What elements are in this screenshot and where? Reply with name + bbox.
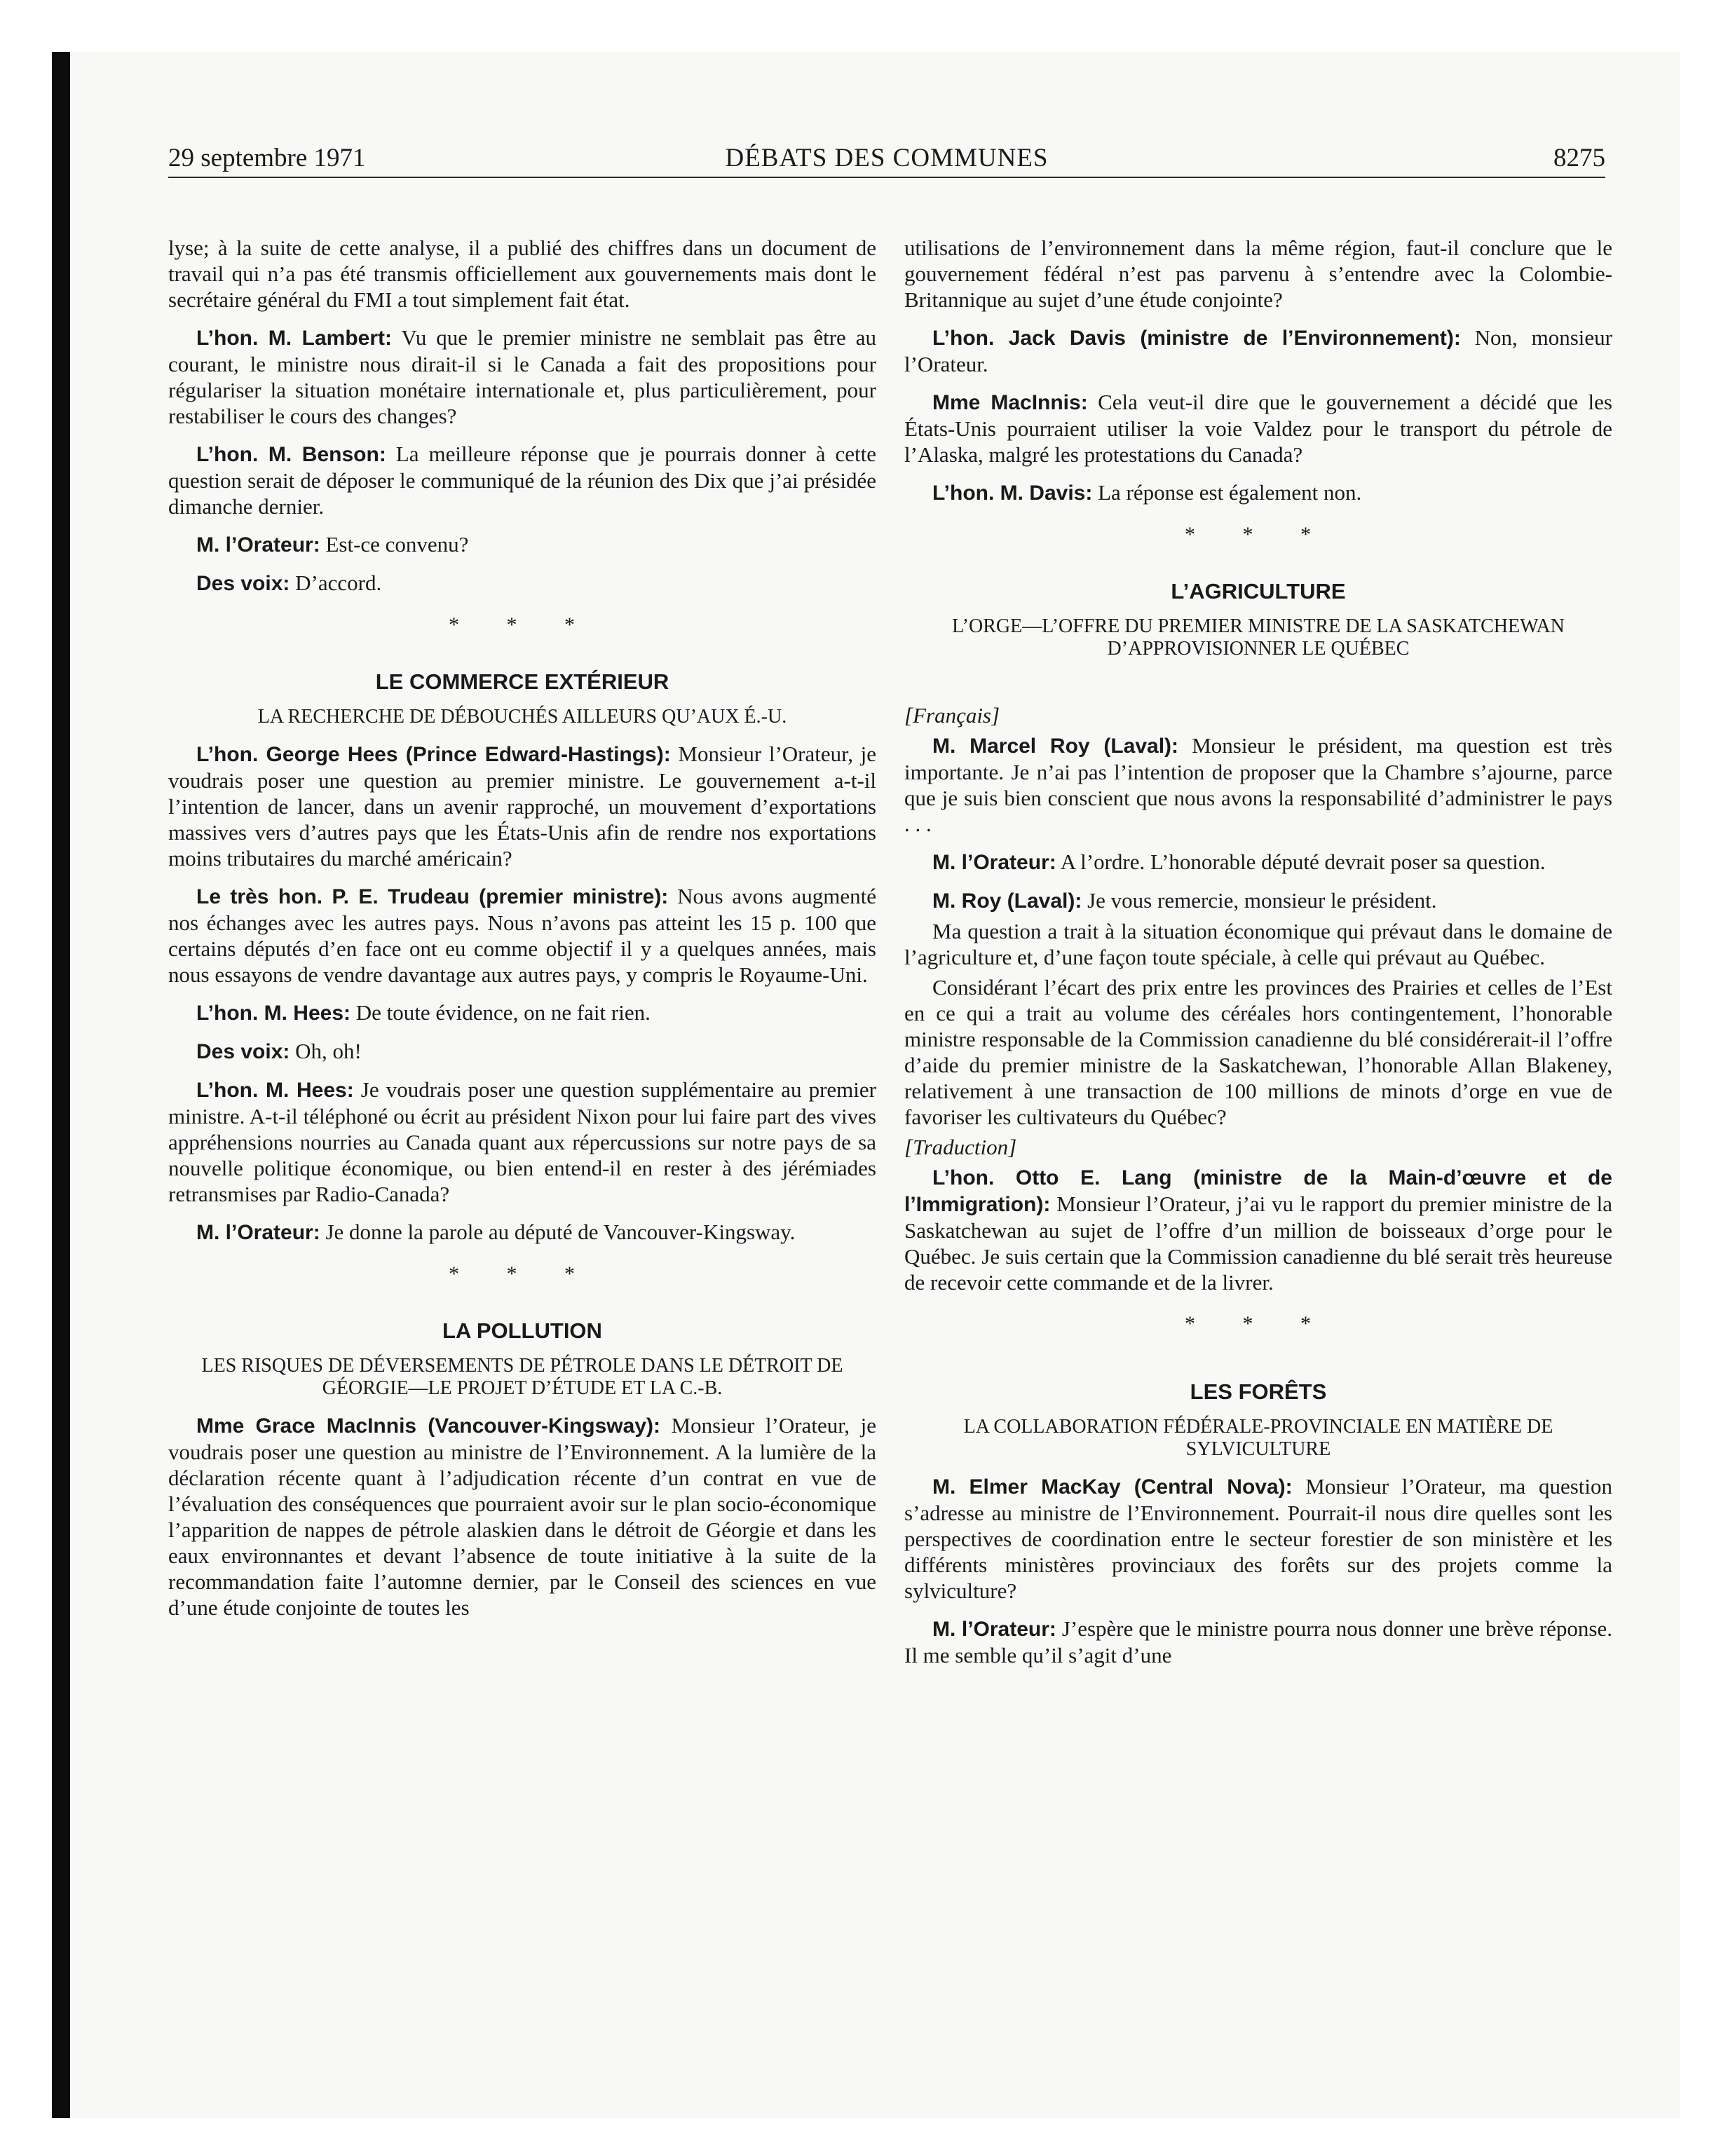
speaker-name: L’hon. George Hees (Prince Edward-Hastings): xyxy=(196,743,671,766)
section-subtitle: LA RECHERCHE DE DÉBOUCHÉS AILLEURS QU’AUX É.-U. xyxy=(257,706,787,728)
speaker-name: Mme Grace MacInnis (Vancouver-Kingsway): xyxy=(196,1414,660,1438)
speech xyxy=(168,1412,876,1621)
section-separator: * * * xyxy=(449,613,596,636)
header-title: DÉBATS DES COMMUNES xyxy=(725,144,1049,172)
speech-text: D’accord. xyxy=(290,571,382,595)
speech-text: Je voudrais poser une question supplémentaire au premier ministre. A-t-il téléphoné ou écrit au président Nixon pour lui faire part des vives appréhensions nourries au Canada quant aux répercussions sur notre pays de sa nouvelle politique économique, ou bien entend-il en rester à des jérémiades retransmises par Radio-Canada? xyxy=(168,1077,876,1206)
speech-text: La meilleure réponse que je pourrais donner à cette question serait de déposer le communiqué de la réunion des Dix que j’ai présidée dimanche dernier. xyxy=(168,442,876,519)
speech xyxy=(904,1616,1612,1668)
speech-text: Oh, oh! xyxy=(290,1039,362,1063)
section-subtitle: LES RISQUES DE DÉVERSEMENTS DE PÉTROLE DANS LE DÉTROIT DE GÉORGIE—LE PROJET D’ÉTUDE ET LA C.-B. xyxy=(201,1355,843,1399)
speech-text: Monsieur l’Orateur, j’ai vu le rapport du premier ministre de la Saskatchewan au sujet de l’offre d’un million de boisseaux d’orge pour le Québec. Je suis certain que la Commission canadienne du blé serait très heureuse de recevoir cette commande et de la livrer. xyxy=(904,1192,1612,1295)
speech-text: Nous avons augmenté nos échanges avec les autres pays. Nous n’avons pas atteint les 15 p. 100 que certains députés d’en face ont eu comme objectif il y a quelques années, mais nous essayons de vendre davantage aux autres pays, y compris le Royaume-Uni. xyxy=(168,884,876,987)
speaker-name: L’hon. M. Benson: xyxy=(196,443,386,466)
speaker-name: M. Marcel Roy (Laval): xyxy=(932,735,1179,758)
speech-text: Cela veut-il dire que le gouvernement a décidé que les États-Unis pourraient utiliser la voie Valdez pour le transport du pétrole de l’Alaska, malgré les protestations du Canada? xyxy=(904,390,1612,467)
speaker-name: M. l’Orateur: xyxy=(932,851,1056,874)
paragraph: lyse; à la suite de cette analyse, il a publié des chiffres dans un document de travail qui n’a pas été transmis officiellement aux gouvernements mais dont le secrétaire général du FMI a tout simplement fait état. xyxy=(168,236,876,312)
speech xyxy=(904,1473,1612,1604)
speech-text: Vu que le premier ministre ne semblait pas être au courant, le ministre nous dirait-il si le Canada a fait des propositions pour régulariser la situation monétaire internationale et, plus particulièrement, pour restabiliser le cours des changes? xyxy=(168,325,876,428)
speaker-name: Le très hon. P. E. Trudeau (premier ministre): xyxy=(196,885,669,908)
paragraph: Considérant l’écart des prix entre les provinces des Prairies et celles de l’Est en ce qui a trait au volume des céréales hors contingentement, l’honorable ministre responsable de la Commission canadienne du blé considérerait-il l’offre d’aide du premier ministre de la Saskatchewan, l’honorable Allan Blakeney, relativement à une transaction de 100 millions de minots d’orge en vue de favoriser les cultivateurs du Québec? xyxy=(904,975,1612,1129)
speech-text: Monsieur l’Orateur, je voudrais poser une question au premier ministre. Le gouvernement a-t-il l’intention de lancer, dans un avenir rapproché, un mouvement d’exportations massives vers d’autres pays que les États-Unis afin de rendre nos exportations moins tributaires du marché américain? xyxy=(168,742,876,871)
section-subtitle: L’ORGE—L’OFFRE DU PREMIER MINISTRE DE LA SASKATCHEWAN D’APPROVISIONNER LE QUÉBEC xyxy=(952,615,1565,660)
speech xyxy=(904,849,1612,875)
section-title: LE COMMERCE EXTÉRIEUR xyxy=(375,669,669,694)
speech-text: Non, monsieur l’Orateur. xyxy=(904,325,1612,376)
speech xyxy=(904,887,1612,914)
section-separator: * * * xyxy=(1185,1312,1332,1335)
speaker-name: M. Roy (Laval): xyxy=(932,889,1082,913)
section-separator: * * * xyxy=(1185,523,1332,546)
speaker-name: Mme MacInnis: xyxy=(932,391,1088,414)
section-subtitle: LA COLLABORATION FÉDÉRALE-PROVINCIALE EN MATIÈRE DE SYLVICULTURE xyxy=(963,1416,1553,1460)
speech-text: Je vous remercie, monsieur le président. xyxy=(1082,888,1437,913)
speech xyxy=(168,1219,876,1246)
speaker-name: L’hon. Jack Davis (ministre de l’Environnement): xyxy=(932,327,1461,350)
speaker-name: L’hon. M. Hees: xyxy=(196,1002,351,1025)
speech-text: A l’ordre. L’honorable député devrait poser sa question. xyxy=(1056,850,1546,874)
speech xyxy=(904,325,1612,377)
speech xyxy=(168,531,876,558)
speech xyxy=(168,741,876,871)
speaker-name: L’hon. M. Hees: xyxy=(196,1079,354,1102)
speaker-name: Des voix: xyxy=(196,1040,290,1063)
speaker-name: M. l’Orateur: xyxy=(196,533,320,557)
header-date: 29 septembre 1971 xyxy=(168,144,366,172)
speaker-name: L’hon. M. Davis: xyxy=(932,482,1093,505)
left-column xyxy=(168,235,876,2071)
paragraph: Ma question a trait à la situation économique qui prévaut dans le domaine de l’agriculture et, d’une façon toute spéciale, à celle qui prévaut au Québec. xyxy=(904,919,1612,969)
section-title: LA POLLUTION xyxy=(442,1318,602,1343)
running-header xyxy=(168,140,1605,178)
speech xyxy=(168,1077,876,1207)
language-marker: [Traduction] xyxy=(904,1135,1017,1159)
speaker-name: L’hon. M. Lambert: xyxy=(196,327,392,350)
speaker-name: Des voix: xyxy=(196,572,290,595)
section-title: L’AGRICULTURE xyxy=(1171,579,1346,603)
speaker-name: L’hon. Otto E. Lang (ministre de la Main-d’œuvre et de l’Immigration): xyxy=(904,1166,1612,1216)
speech xyxy=(168,570,876,596)
speech xyxy=(168,1038,876,1065)
speech-text: Je donne la parole au député de Vancouver-Kingsway. xyxy=(320,1220,796,1244)
speaker-name: M. l’Orateur: xyxy=(196,1221,320,1244)
speech xyxy=(168,883,876,988)
speech-text: J’espère que le ministre pourra nous donner une brève réponse. Il me semble qu’il s’agit d’une xyxy=(904,1616,1612,1667)
speech-text: Monsieur le président, ma question est très importante. Je n’ai pas l’intention de proposer que la Chambre s’ajourne, parce que je suis bien conscient que nous avons la responsabilité d’administrer le pays . . . xyxy=(904,733,1612,836)
speech-text: Est-ce convenu? xyxy=(320,532,469,557)
speech-text: La réponse est également non. xyxy=(1092,480,1362,505)
speech-text: Monsieur l’Orateur, ma question s’adresse au ministre de l’Environnement. Pourrait-il nous dire quelles sont les perspectives de coordination entre le secteur forestier de son ministère et les différents ministères provinciaux des forêts sur des projets comme la sylviculture? xyxy=(904,1474,1612,1603)
speech xyxy=(904,1164,1612,1295)
speech xyxy=(168,441,876,519)
right-column xyxy=(904,235,1612,2071)
speaker-name: M. l’Orateur: xyxy=(932,1618,1056,1641)
speech-text: De toute évidence, on ne fait rien. xyxy=(351,1000,651,1025)
page-number: 8275 xyxy=(1553,144,1605,172)
speech xyxy=(168,999,876,1026)
paragraph: utilisations de l’environnement dans la même région, faut-il conclure que le gouvernement fédéral n’est pas parvenu à s’entendre avec la Colombie-Britannique au sujet d’une étude conjointe? xyxy=(904,236,1612,312)
speech xyxy=(168,325,876,429)
speech xyxy=(904,479,1612,506)
section-title: LES FORÊTS xyxy=(1190,1379,1327,1404)
speech xyxy=(904,389,1612,468)
language-marker: [Français] xyxy=(904,703,1000,728)
speech-text: Monsieur l’Orateur, je voudrais poser une question au ministre de l’Environnement. A la lumière de la déclaration récente quant à l’adjudication récente d’un contrat en vue de l’évaluation des conséquences que pourraient avoir sur le plan socio-économique l’apparition de nappes de pétrole alaskien dans le détroit de Géorgie et dans les eaux environnantes et devant l’absence de toute initiative à la suite de la recommandation faite l’automne dernier, par le Conseil des sciences en vue d’une étude conjointe de toutes les xyxy=(168,1413,876,1620)
speaker-name: M. Elmer MacKay (Central Nova): xyxy=(932,1475,1293,1499)
section-separator: * * * xyxy=(449,1262,596,1285)
speech xyxy=(904,732,1612,837)
binding-edge xyxy=(52,52,70,2118)
